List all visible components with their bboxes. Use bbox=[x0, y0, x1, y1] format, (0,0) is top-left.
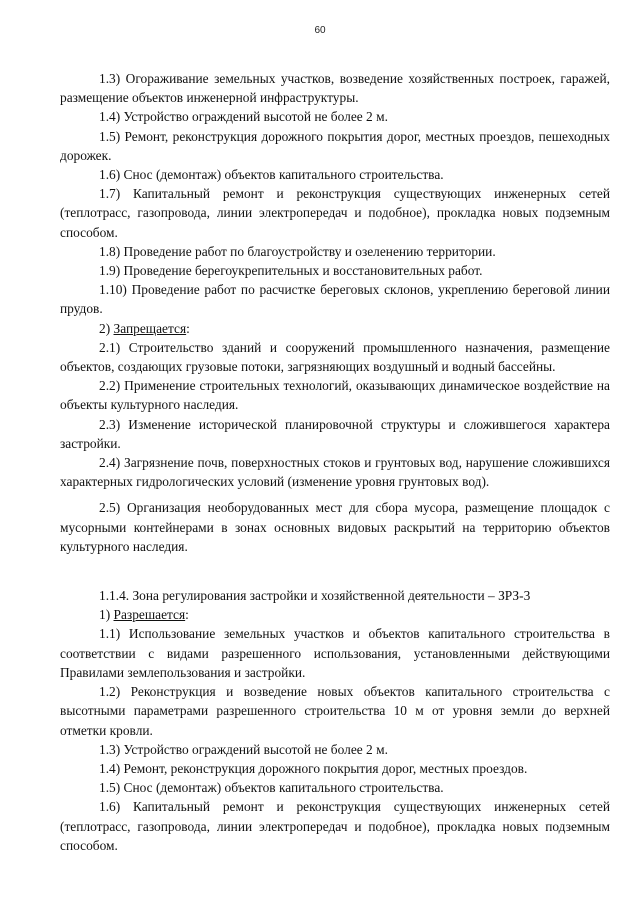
paragraph-zrz-1-5: 1.5) Снос (демонтаж) объектов капитального строительства. bbox=[99, 780, 444, 796]
paragraph-2-5: 2.5) Организация необорудованных мест для сбора мусора, размещение площадок с мусорными контейнерами в зонах основных видовых раскрытий на территорию объектов культурного наследия. bbox=[60, 500, 610, 554]
paragraph-zrz-1-4: 1.4) Ремонт, реконструкция дорожного покрытия дорог, местных проездов. bbox=[99, 760, 528, 776]
paragraph-2-2: 2.2) Применение строительных технологий, оказывающих динамическое воздействие на объекты культурного наследия. bbox=[60, 378, 610, 413]
paragraph-zrz-1-2: 1.2) Реконструкция и возведение новых объектов капитального строительства с высотными параметрами разрешенного строительства 10 м от уровня земли до верхней отметки кровли. bbox=[60, 684, 610, 738]
paragraph-1-6: 1.6) Снос (демонтаж) объектов капитального строительства. bbox=[99, 167, 444, 183]
document-body bbox=[60, 69, 610, 855]
prohibited-number: 2) bbox=[99, 320, 111, 336]
allowed-heading bbox=[60, 605, 610, 624]
paragraph-1-4: 1.4) Устройство ограждений высотой не более 2 м. bbox=[99, 109, 388, 125]
paragraph-1-7: 1.7) Капитальный ремонт и реконструкция существующих инженерных сетей (теплотрасс, газопровода, линии электропередач и подобное), прокладка новых подземным способом. bbox=[60, 186, 610, 240]
allowed-number: 1) bbox=[99, 607, 111, 623]
paragraph-zrz-1-3: 1.3) Устройство ограждений высотой не более 2 м. bbox=[99, 741, 388, 757]
paragraph-zrz-1-6: 1.6) Капитальный ремонт и реконструкция существующих инженерных сетей (теплотрасс, газопровода, линии электропередач и подобное), прокладка новых подземным способом. bbox=[60, 799, 610, 853]
spacer bbox=[60, 491, 610, 498]
paragraph-2-1: 2.1) Строительство зданий и сооружений промышленного назначения, размещение объектов, создающих грузовые потоки, загрязняющих воздушный и водный бассейны. bbox=[60, 339, 610, 375]
allowed-label: Разрешается bbox=[113, 607, 186, 623]
paragraph-1-10: 1.10) Проведение работ по расчистке береговых склонов, укреплению береговой линии прудов. bbox=[60, 282, 610, 317]
paragraph-2-4: 2.4) Загрязнение почв, поверхностных стоков и грунтовых вод, нарушение сложившихся характерных гидрологических условий (изменение уровня грунтовых вод). bbox=[60, 455, 610, 490]
prohibited-heading bbox=[60, 319, 610, 338]
paragraph-1-8: 1.8) Проведение работ по благоустройству и озеленению территории. bbox=[99, 243, 496, 259]
paragraph-1-9: 1.9) Проведение берегоукрепительных и восстановительных работ. bbox=[99, 263, 483, 279]
paragraph-1-5: 1.5) Ремонт, реконструкция дорожного покрытия дорог, местных проездов, пешеходных дорожек. bbox=[60, 128, 610, 163]
prohibited-label: Запрещается bbox=[113, 320, 187, 336]
allowed-colon: : bbox=[185, 607, 189, 623]
page-number: 60 bbox=[314, 25, 326, 36]
paragraph-zrz-1-1: 1.1) Использование земельных участков и объектов капитального строительства в соответствии с видами разрешенного использования, установленными действующими Правилами землепользования и застройки. bbox=[60, 626, 610, 680]
paragraph-2-3: 2.3) Изменение исторической планировочной структуры и сложившегося характера застройки. bbox=[60, 416, 610, 451]
zone-heading: 1.1.4. Зона регулирования застройки и хозяйственной деятельности – ЗРЗ-3 bbox=[99, 588, 531, 604]
paragraph-1-3: 1.3) Огораживание земельных участков, возведение хозяйственных построек, гаражей, размещение объектов инженерной инфраструктуры. bbox=[60, 71, 610, 106]
prohibited-colon: : bbox=[186, 320, 190, 336]
section-spacer bbox=[60, 556, 610, 586]
